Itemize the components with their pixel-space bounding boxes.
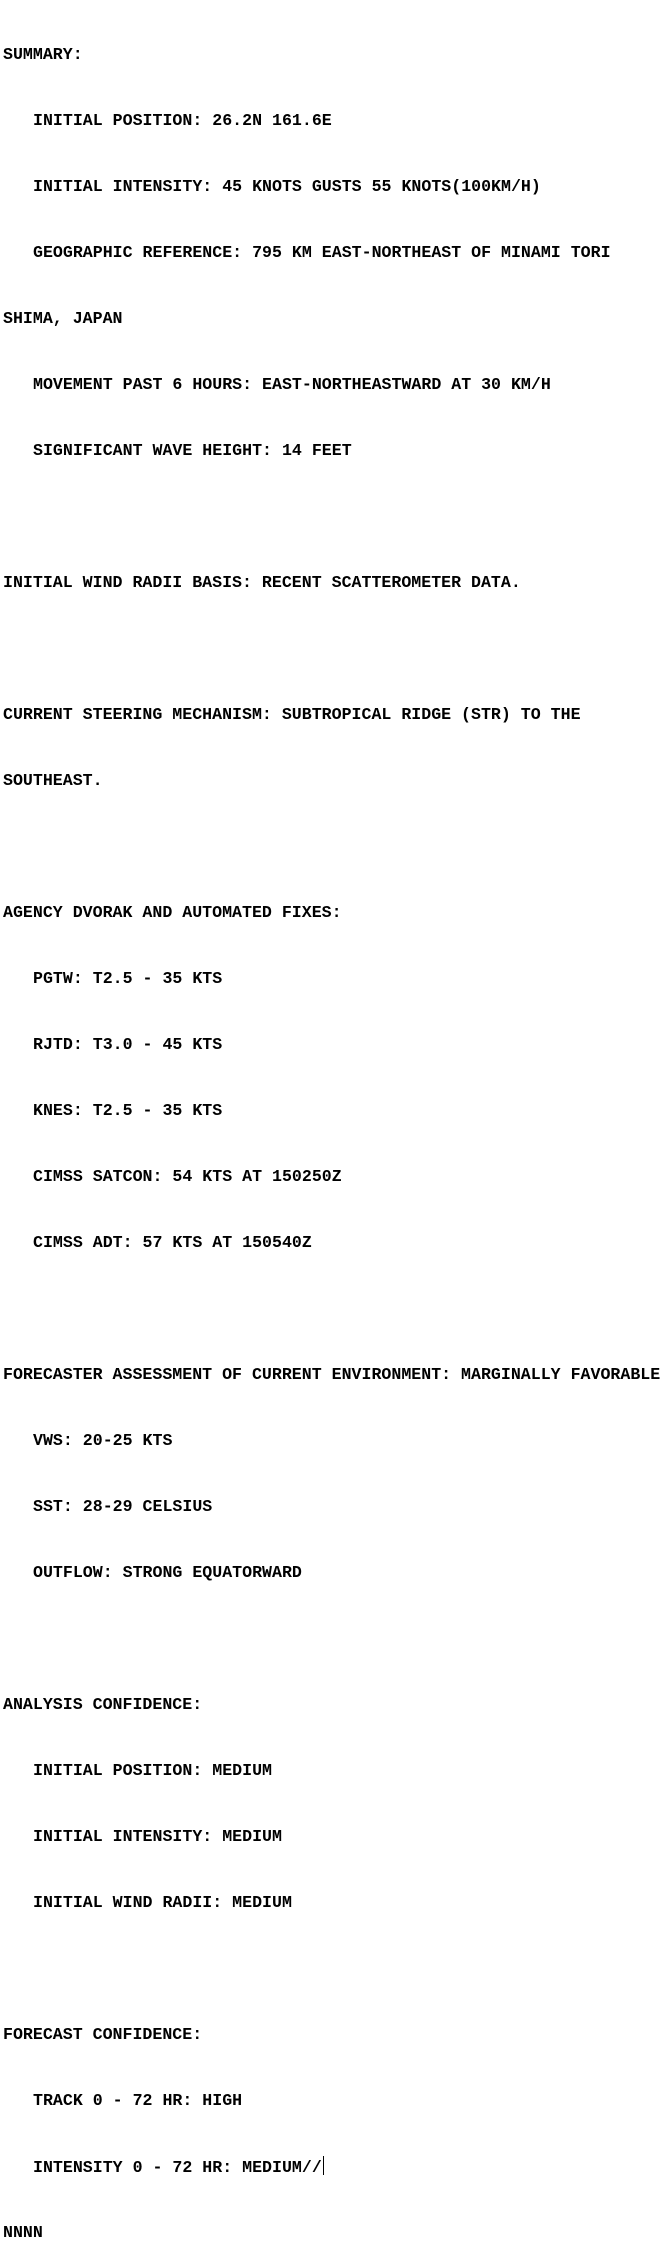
fix-item: PGTW: T2.5 - 35 KTS [33, 969, 223, 988]
steering-mechanism-continued: SOUTHEAST. [3, 771, 103, 790]
initial-intensity: INITIAL INTENSITY: 45 KNOTS GUSTS 55 KNOTS(100KM/H) [33, 177, 541, 196]
fix-item: RJTD: T3.0 - 45 KTS [33, 1035, 223, 1054]
analysis-confidence-heading: ANALYSIS CONFIDENCE: [3, 1695, 203, 1714]
blank-line [3, 836, 665, 858]
wave-height: SIGNIFICANT WAVE HEIGHT: 14 FEET [33, 441, 352, 460]
blank-line [3, 638, 665, 660]
forecast-confidence-heading: FORECAST CONFIDENCE: [3, 2025, 203, 2044]
analysis-confidence-item: INITIAL WIND RADII: MEDIUM [33, 1893, 292, 1912]
environment-item: VWS: 20-25 KTS [33, 1431, 173, 1450]
forecast-confidence-item: TRACK 0 - 72 HR: HIGH [33, 2091, 243, 2110]
blank-line [3, 1628, 665, 1650]
forecast-confidence-item: INTENSITY 0 - 72 HR: MEDIUM// [33, 2158, 322, 2177]
fix-item: CIMSS ADT: 57 KTS AT 150540Z [33, 1233, 312, 1252]
bulletin-text [3, 0, 665, 2266]
movement: MOVEMENT PAST 6 HOURS: EAST-NORTHEASTWARD AT 30 KM/H [33, 375, 551, 394]
text-cursor [323, 2156, 324, 2175]
fixes-heading: AGENCY DVORAK AND AUTOMATED FIXES: [3, 903, 342, 922]
end-marker: NNNN [3, 2223, 43, 2242]
analysis-confidence-item: INITIAL INTENSITY: MEDIUM [33, 1827, 282, 1846]
geographic-reference-continued: SHIMA, JAPAN [3, 309, 123, 328]
environment-heading: FORECASTER ASSESSMENT OF CURRENT ENVIRONMENT: MARGINALLY FAVORABLE [3, 1365, 661, 1384]
wind-radii-basis: INITIAL WIND RADII BASIS: RECENT SCATTEROMETER DATA. [3, 573, 521, 592]
environment-item: SST: 28-29 CELSIUS [33, 1497, 213, 1516]
environment-item: OUTFLOW: STRONG EQUATORWARD [33, 1563, 302, 1582]
steering-mechanism: CURRENT STEERING MECHANISM: SUBTROPICAL RIDGE (STR) TO THE [3, 705, 581, 724]
blank-line [3, 506, 665, 528]
initial-position: INITIAL POSITION: 26.2N 161.6E [33, 111, 332, 130]
geographic-reference: GEOGRAPHIC REFERENCE: 795 KM EAST-NORTHEAST OF MINAMI TORI [33, 243, 611, 262]
summary-heading: SUMMARY: [3, 45, 83, 64]
forecast-confidence-item-with-cursor[interactable] [3, 2156, 665, 2178]
blank-line [3, 1298, 665, 1320]
analysis-confidence-item: INITIAL POSITION: MEDIUM [33, 1761, 272, 1780]
fix-item: CIMSS SATCON: 54 KTS AT 150250Z [33, 1167, 342, 1186]
blank-line [3, 1958, 665, 1980]
fix-item: KNES: T2.5 - 35 KTS [33, 1101, 223, 1120]
